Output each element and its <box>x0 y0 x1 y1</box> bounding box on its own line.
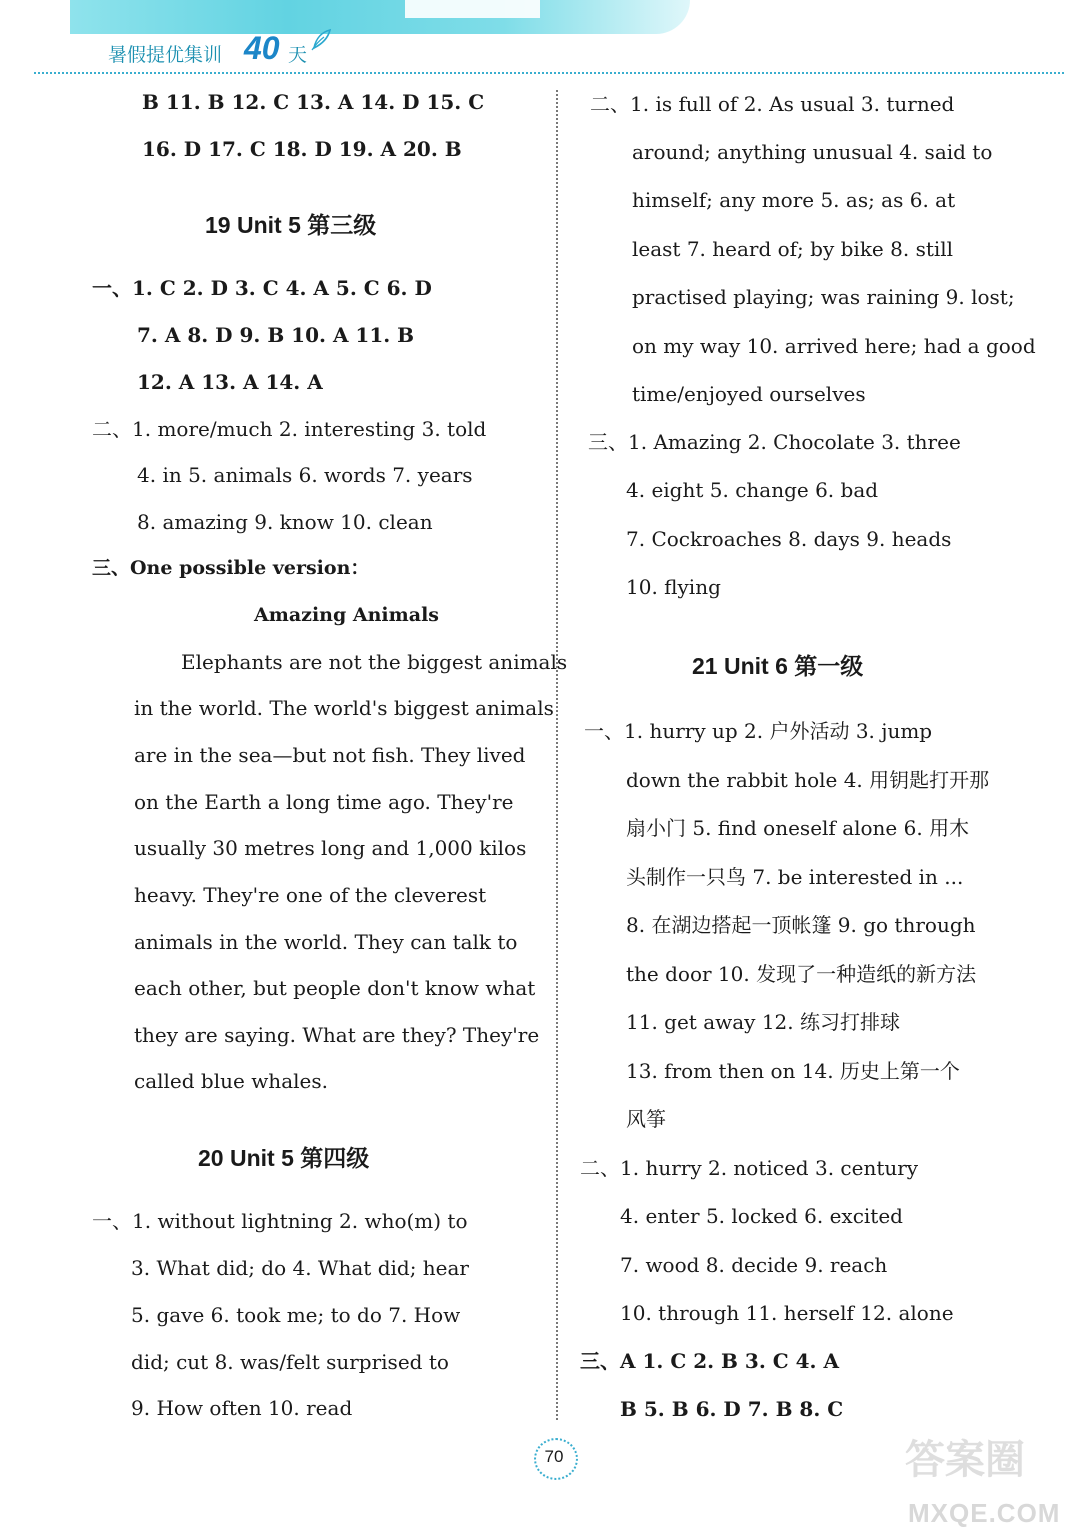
answer-line: 8. 在湖边搭起一顶帐篷 9. go through <box>626 913 976 937</box>
answer-line: 二、1. hurry 2. noticed 3. century <box>580 1156 919 1180</box>
answer-line: time/enjoyed ourselves <box>632 382 866 406</box>
answer-line: 16. D 17. C 18. D 19. A 20. B <box>142 137 462 161</box>
answer-line: 10. through 11. herself 12. alone <box>620 1301 954 1325</box>
answer-line: 三、A 1. C 2. B 3. C 4. A <box>580 1349 839 1373</box>
essay-line: in the world. The world's biggest animals <box>134 696 554 720</box>
page-number: 70 <box>544 1447 564 1466</box>
essay-line: animals in the world. They can talk to <box>134 930 518 954</box>
answer-line: down the rabbit hole 4. 用钥匙打开那 <box>626 768 990 792</box>
leaf-icon <box>308 26 334 52</box>
answer-line: 8. amazing 9. know 10. clean <box>137 510 433 534</box>
answer-line: 一、1. hurry up 2. 户外活动 3. jump <box>584 719 933 743</box>
header-rule <box>34 72 1064 74</box>
essay-line: heavy. They're one of the cleverest <box>134 883 487 907</box>
answer-line: 风筝 <box>626 1107 666 1131</box>
answer-line: 3. What did; do 4. What did; hear <box>131 1256 469 1280</box>
essay-title: Amazing Animals <box>254 604 439 626</box>
section-heading: 19 Unit 5 第三级 <box>205 212 377 238</box>
answer-line: 13. from then on 14. 历史上第一个 <box>626 1059 960 1083</box>
column-divider <box>556 90 558 1420</box>
answer-line: B 11. B 12. C 13. A 14. D 15. C <box>142 90 485 114</box>
section-heading: 20 Unit 5 第四级 <box>198 1145 370 1171</box>
essay-line: each other, but people don't know what <box>134 976 536 1000</box>
answer-line: 扇小门 5. find oneself alone 6. 用木 <box>626 816 970 840</box>
answer-line: 10. flying <box>626 575 721 599</box>
watermark-url: MXQE.COM <box>908 1498 1061 1528</box>
answer-line: 二、1. is full of 2. As usual 3. turned <box>590 92 955 116</box>
answer-line: 4. in 5. animals 6. words 7. years <box>137 463 473 487</box>
answer-line: 12. A 13. A 14. A <box>137 370 323 394</box>
answer-line: 三、1. Amazing 2. Chocolate 3. three <box>588 430 961 454</box>
header-banner-tab <box>405 0 540 18</box>
answer-line: 9. How often 10. read <box>131 1396 353 1420</box>
answer-line: himself; any more 5. as; as 6. at <box>632 188 956 212</box>
essay-line: on the Earth a long time ago. They're <box>134 790 514 814</box>
essay-line: Elephants are not the biggest animals <box>181 650 568 674</box>
answer-line: did; cut 8. was/felt surprised to <box>131 1350 449 1374</box>
essay-line: called blue whales. <box>134 1069 328 1093</box>
answer-line: on my way 10. arrived here; had a good <box>632 334 1036 358</box>
book-title-day: 天 <box>288 44 308 66</box>
essay-line: usually 30 metres long and 1,000 kilos <box>134 836 527 860</box>
section-heading: 21 Unit 6 第一级 <box>692 653 864 679</box>
answer-line: 11. get away 12. 练习打排球 <box>626 1010 900 1034</box>
answer-line: 4. enter 5. locked 6. excited <box>620 1204 903 1228</box>
answer-line: around; anything unusual 4. said to <box>632 140 993 164</box>
answer-line: 一、1. C 2. D 3. C 4. A 5. C 6. D <box>92 276 432 300</box>
answer-line: 二、1. more/much 2. interesting 3. told <box>92 417 487 441</box>
book-title: 暑假提优集训 <box>108 44 223 66</box>
essay-line: they are saying. What are they? They're <box>134 1023 540 1047</box>
answer-line: the door 10. 发现了一种造纸的新方法 <box>626 962 977 986</box>
answer-line: 一、1. without lightning 2. who(m) to <box>92 1209 468 1233</box>
answer-line: 头制作一只鸟 7. be interested in ... <box>626 865 964 889</box>
answer-line: practised playing; was raining 9. lost; <box>632 285 1015 309</box>
book-title-number: 40 <box>244 30 280 66</box>
answer-line: 7. A 8. D 9. B 10. A 11. B <box>137 323 415 347</box>
essay-line: are in the sea—but not fish. They lived <box>134 743 526 767</box>
answer-line: 7. Cockroaches 8. days 9. heads <box>626 527 952 551</box>
answer-line: least 7. heard of; by bike 8. still <box>632 237 954 261</box>
answer-line: 7. wood 8. decide 9. reach <box>620 1253 888 1277</box>
part-label: 三、One possible version： <box>92 557 370 579</box>
header-banner <box>70 0 690 34</box>
answer-line: B 5. B 6. D 7. B 8. C <box>620 1397 844 1421</box>
answer-line: 4. eight 5. change 6. bad <box>626 478 879 502</box>
answer-line: 5. gave 6. took me; to do 7. How <box>131 1303 461 1327</box>
watermark-logo: 答案圈 <box>905 1437 1025 1483</box>
